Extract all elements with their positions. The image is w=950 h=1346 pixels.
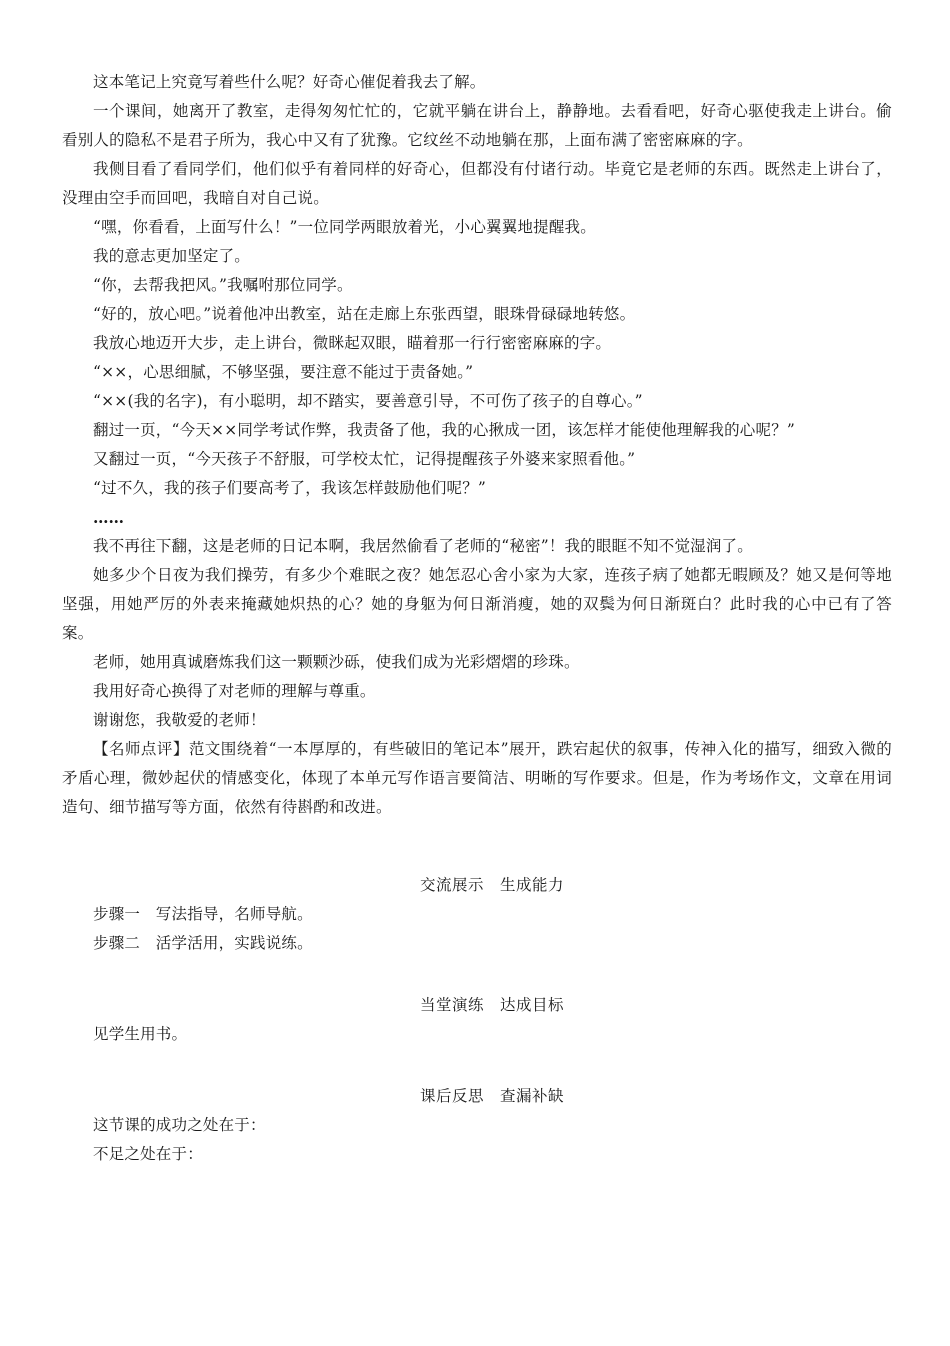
essay-paragraph: “××，心思细腻，不够坚强，要注意不能过于责备她。” (93, 363, 474, 381)
essay-paragraph: 我的意志更加坚定了。 (93, 247, 251, 265)
teacher-comment: 【名师点评】范文围绕着“一本厚厚的，有些破旧的笔记本”展开，跌宕起伏的叙事，传神入化的描写，细致入微的矛盾心理，微妙起伏的情感变化，体现了本单元写作语言要简洁、明晰的写作要求。但是，作为考场作文，文章在用词造句、细节描写等方面，依然有待斟酌和改进。 (62, 740, 892, 816)
spacer (62, 822, 892, 871)
essay-paragraph: 一个课间，她离开了教室，走得匆匆忙忙的，它就平躺在讲台上，静静地。去看看吧，好奇心驱使我走上讲台。偷看别人的隐私不是君子所为，我心中又有了犹豫。它纹丝不动地躺在那，上面布满了密密麻麻的字。 (62, 102, 892, 149)
reflection-shortfall: 不足之处在于： (93, 1145, 203, 1163)
essay-paragraph: 我不再往下翻，这是老师的日记本啊，我居然偷看了老师的“秘密”！我的眼眶不知不觉湿润了。 (93, 537, 753, 555)
spacer (62, 958, 892, 991)
essay-paragraph: 我放心地迈开大步，走上讲台，微眯起双眼，瞄着那一行行密密麻麻的字。 (93, 334, 612, 352)
practice-text: 见学生用书。 (93, 1025, 188, 1043)
step-one: 步骤一 写法指导，名师导航。 (93, 905, 313, 923)
section-heading-exchange: 交流展示 生成能力 (419, 876, 564, 894)
section-heading-practice: 当堂演练 达成目标 (419, 996, 564, 1014)
document-page (62, 68, 892, 1169)
essay-paragraph: 我侧目看了看同学们，他们似乎有着同样的好奇心，但都没有付诸行动。毕竟它是老师的东西。既然走上讲台了，没理由空手而回吧，我暗自对自己说。 (62, 160, 892, 207)
essay-paragraph: 这本笔记上究竟写着些什么呢？好奇心催促着我去了解。 (93, 73, 486, 91)
essay-paragraph: 她多少个日夜为我们操劳，有多少个难眠之夜？她怎忍心舍小家为大家，连孩子病了她都无暇顾及？她又是何等地坚强，用她严厉的外表来掩藏她炽热的心？她的身躯为何日渐消瘦，她的双鬓为何日渐斑白？此时我的心中已有了答案。 (62, 566, 892, 642)
essay-paragraph: 谢谢您，我敬爱的老师！ (93, 711, 266, 729)
essay-paragraph: 老师，她用真诚磨炼我们这一颗颗沙砾，使我们成为光彩熠熠的珍珠。 (93, 653, 580, 671)
essay-paragraph: 又翻过一页，“今天孩子不舒服，可学校太忙，记得提醒孩子外婆来家照看他。” (93, 450, 636, 468)
spacer (62, 1049, 892, 1082)
essay-paragraph: “你，去帮我把风。”我嘱咐那位同学。 (93, 276, 353, 294)
essay-paragraph: 我用好奇心换得了对老师的理解与尊重。 (93, 682, 376, 700)
essay-paragraph: “嘿，你看看，上面写什么！”一位同学两眼放着光，小心翼翼地提醒我。 (93, 218, 596, 236)
essay-paragraph: “过不久，我的孩子们要高考了，我该怎样鼓励他们呢？” (93, 479, 487, 497)
ellipsis: …… (93, 508, 124, 527)
essay-paragraph: “××(我的名字)，有小聪明，却不踏实，要善意引导，不可伤了孩子的自尊心。” (93, 392, 643, 410)
essay-paragraph: “好的，放心吧。”说着他冲出教室，站在走廊上东张西望，眼珠骨碌碌地转悠。 (93, 305, 636, 323)
reflection-success: 这节课的成功之处在于： (93, 1116, 266, 1134)
step-two: 步骤二 活学活用，实践说练。 (93, 934, 313, 952)
essay-paragraph: 翻过一页，“今天××同学考试作弊，我责备了他，我的心揪成一团，该怎样才能使他理解我的心呢？” (93, 421, 796, 439)
section-heading-reflection: 课后反思 查漏补缺 (419, 1087, 564, 1105)
